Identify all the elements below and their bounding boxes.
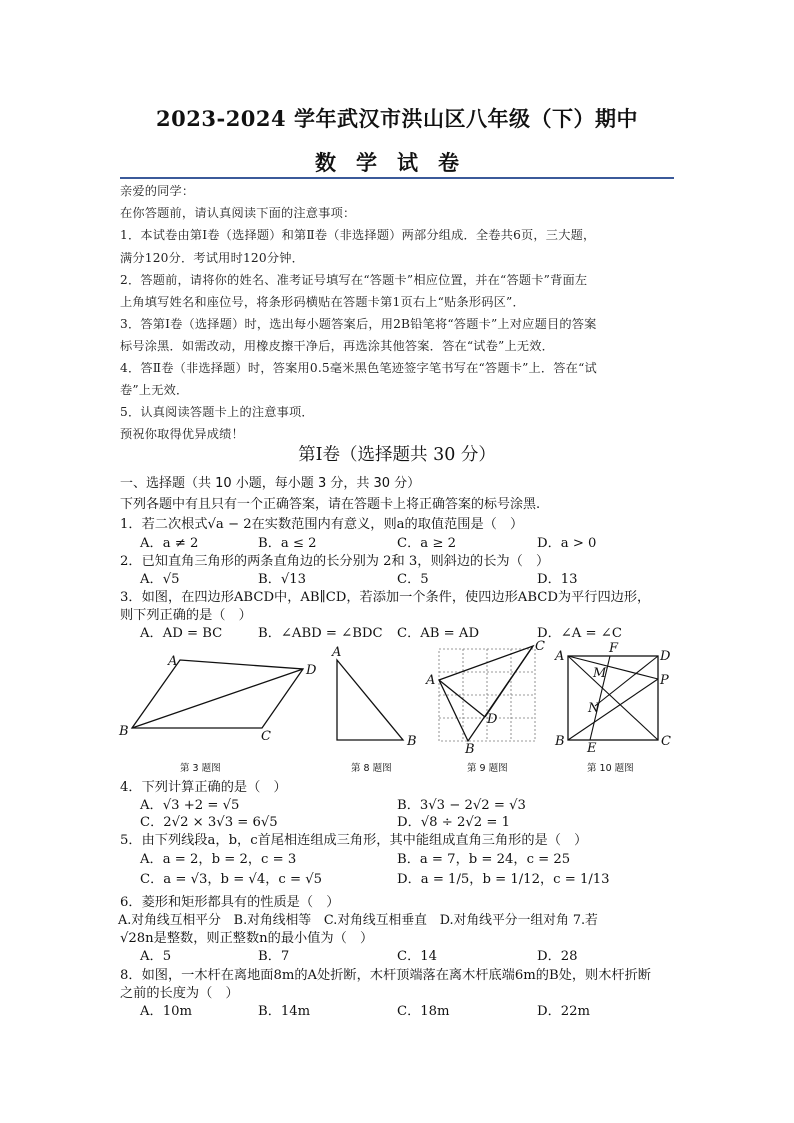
q3-option-a: A．AD = BC — [140, 626, 223, 641]
q6-options: A.对角线互相平分 B.对角线相等 C.对角线互相垂直 D.对角线平分一组对角 7.若 — [118, 913, 598, 928]
figure-10-square — [548, 636, 683, 754]
notice-line: 在你答题前，请认真阅读下面的注意事项： — [120, 206, 356, 220]
fig3-label-d: D — [306, 663, 317, 678]
q5-option-c: C．a = √3，b = √4，c = √5 — [140, 872, 323, 887]
q2-option-c: C．5 — [397, 572, 429, 587]
fig3-label-b: B — [119, 724, 129, 739]
notice-line: 2．答题前，请将你的姓名、准考证号填写在“答题卡”相应位置，并在“答题卡”背面左 — [120, 273, 588, 287]
q4-option-a: A．√3 +2 = √5 — [140, 798, 240, 813]
fig10-label-f: F — [609, 641, 619, 656]
fig10-label-b: B — [555, 734, 565, 749]
q7-option-d: D．28 — [537, 949, 578, 964]
notice-line: 3．答第Ⅰ卷（选择题）时，选出每小题答案后，用2B铅笔将“答题卡”上对应题目的答案 — [120, 317, 597, 331]
fig10-label-c: C — [661, 734, 671, 749]
q5-option-d: D．a = 1/5，b = 1/12，c = 1/13 — [397, 872, 610, 887]
q1-option-d: D．a > 0 — [537, 536, 597, 551]
q8-stem: 8．如图，一木杆在离地面8m的A处折断，木杆顶端落在离木杆底端6m的B处，则木杆折断 — [120, 968, 651, 983]
q8-option-c: C．18m — [397, 1004, 450, 1019]
notice-line: 预祝你取得优异成绩！ — [120, 427, 244, 441]
q4-option-d: D．√8 ÷ 2√2 = 1 — [397, 815, 510, 830]
q4-option-b: B．3√3 − 2√2 = √3 — [397, 798, 526, 813]
fig8-label-a: A — [332, 645, 342, 660]
q8-option-d: D．22m — [537, 1004, 591, 1019]
q5-option-b: B．a = 7，b = 24，c = 25 — [397, 852, 571, 867]
q7-option-a: A．5 — [140, 949, 172, 964]
fig9-label-c: C — [535, 639, 545, 654]
section-heading: 一、选择题（共 10 小题，每小题 3 分，共 30 分） — [120, 476, 421, 491]
fig8-label-b: B — [407, 734, 417, 749]
q4-option-c: C．2√2 × 3√3 = 6√5 — [140, 815, 278, 830]
q7-option-b: B．7 — [258, 949, 290, 964]
page-subtitle: 数学试卷 — [315, 150, 479, 175]
fig3-label-c: C — [261, 729, 271, 744]
q7-option-c: C．14 — [397, 949, 438, 964]
q4-stem: 4．下列计算正确的是（ ） — [120, 780, 287, 795]
q2-option-b: B．√13 — [258, 572, 307, 587]
q1-stem: 1．若二次根式√a − 2在实数范围内有意义，则a的取值范围是（ ） — [120, 517, 524, 532]
part1-title: 第Ⅰ卷（选择题共 30 分） — [298, 445, 496, 465]
q1-option-c: C．a ≥ 2 — [397, 536, 456, 551]
fig10-label-m: M — [593, 666, 607, 681]
fig10-caption: 第 10 题图 — [587, 763, 634, 774]
q3-option-c: C．AB = AD — [397, 626, 480, 641]
figure-9-grid-triangle — [422, 636, 552, 756]
q8-option-a: A．10m — [140, 1004, 192, 1019]
notice-line: 标号涂黑．如需改动，用橡皮擦干净后，再选涂其他答案．答在“试卷”上无效． — [120, 339, 555, 353]
q3-option-d: D．∠A = ∠C — [537, 626, 622, 641]
q5-option-a: A．a = 2，b = 2，c = 3 — [140, 852, 297, 867]
section-instruction: 下列各题中有且只有一个正确答案，请在答题卡上将正确答案的标号涂黑. — [120, 497, 541, 512]
q8-option-b: B．14m — [258, 1004, 311, 1019]
fig8-caption: 第 8 题图 — [351, 763, 392, 774]
fig10-label-e: E — [587, 741, 597, 754]
notice-line: 上角填写姓名和座位号，将条形码横贴在答题卡第1页右上“贴条形码区”． — [120, 295, 525, 309]
q2-option-d: D．13 — [537, 572, 578, 587]
figure-8-triangle — [325, 642, 425, 750]
fig10-label-d: D — [660, 649, 671, 664]
notice-line: 4．答Ⅱ卷（非选择题）时，答案用0.5毫米黑色笔迹签字笔书写在“答题卡”上．答在“试 — [120, 361, 597, 375]
fig9-label-d: D — [487, 712, 498, 727]
q3-stem: 3．如图，在四边形ABCD中，AB∥CD，若添加一个条件，使四边形ABCD为平行四边形， — [120, 590, 651, 605]
fig9-label-b: B — [465, 742, 475, 756]
fig10-label-a: A — [555, 649, 565, 664]
q6-stem: 6．菱形和矩形都具有的性质是（ ） — [120, 895, 340, 910]
title-divider — [120, 177, 674, 179]
q3-option-b: B．∠ABD = ∠BDC — [258, 626, 383, 641]
fig9-caption: 第 9 题图 — [467, 763, 508, 774]
notice-line: 5．认真阅读答题卡上的注意事项． — [120, 405, 314, 419]
q2-option-a: A．√5 — [140, 572, 180, 587]
page-title: 2023-2024 学年武汉市洪山区八年级（下）期中 — [156, 106, 638, 131]
fig9-label-a: A — [426, 673, 436, 688]
q1-option-a: A．a ≠ 2 — [140, 536, 199, 551]
notice-line: 1．本试卷由第Ⅰ卷（选择题）和第Ⅱ卷（非选择题）两部分组成．全卷共6页，三大题， — [120, 228, 596, 242]
q1-option-b: B．a ≤ 2 — [258, 536, 317, 551]
fig10-label-p: P — [660, 673, 669, 688]
q8-stem-cont: 之前的长度为（ ） — [120, 986, 239, 1001]
notice-line: 满分120分．考试用时120分钟． — [120, 251, 304, 265]
figure-3-parallelogram — [110, 648, 325, 753]
q7-stem: √28n是整数，则正整数n的最小值为（ ） — [120, 931, 374, 946]
fig3-caption: 第 3 题图 — [180, 763, 221, 774]
notice-line: 卷”上无效． — [120, 383, 189, 397]
q3-stem-cont: 则下列正确的是（ ） — [120, 608, 252, 623]
notice-line: 亲爱的同学： — [120, 184, 195, 198]
q5-stem: 5．由下列线段a，b，c首尾相连组成三角形，其中能组成直角三角形的是（ ） — [120, 833, 588, 848]
fig10-label-n: N — [588, 701, 600, 716]
q2-stem: 2．已知直角三角形的两条直角边的长分别为 2和 3，则斜边的长为（ ） — [120, 554, 550, 569]
fig3-label-a: A — [168, 654, 178, 669]
